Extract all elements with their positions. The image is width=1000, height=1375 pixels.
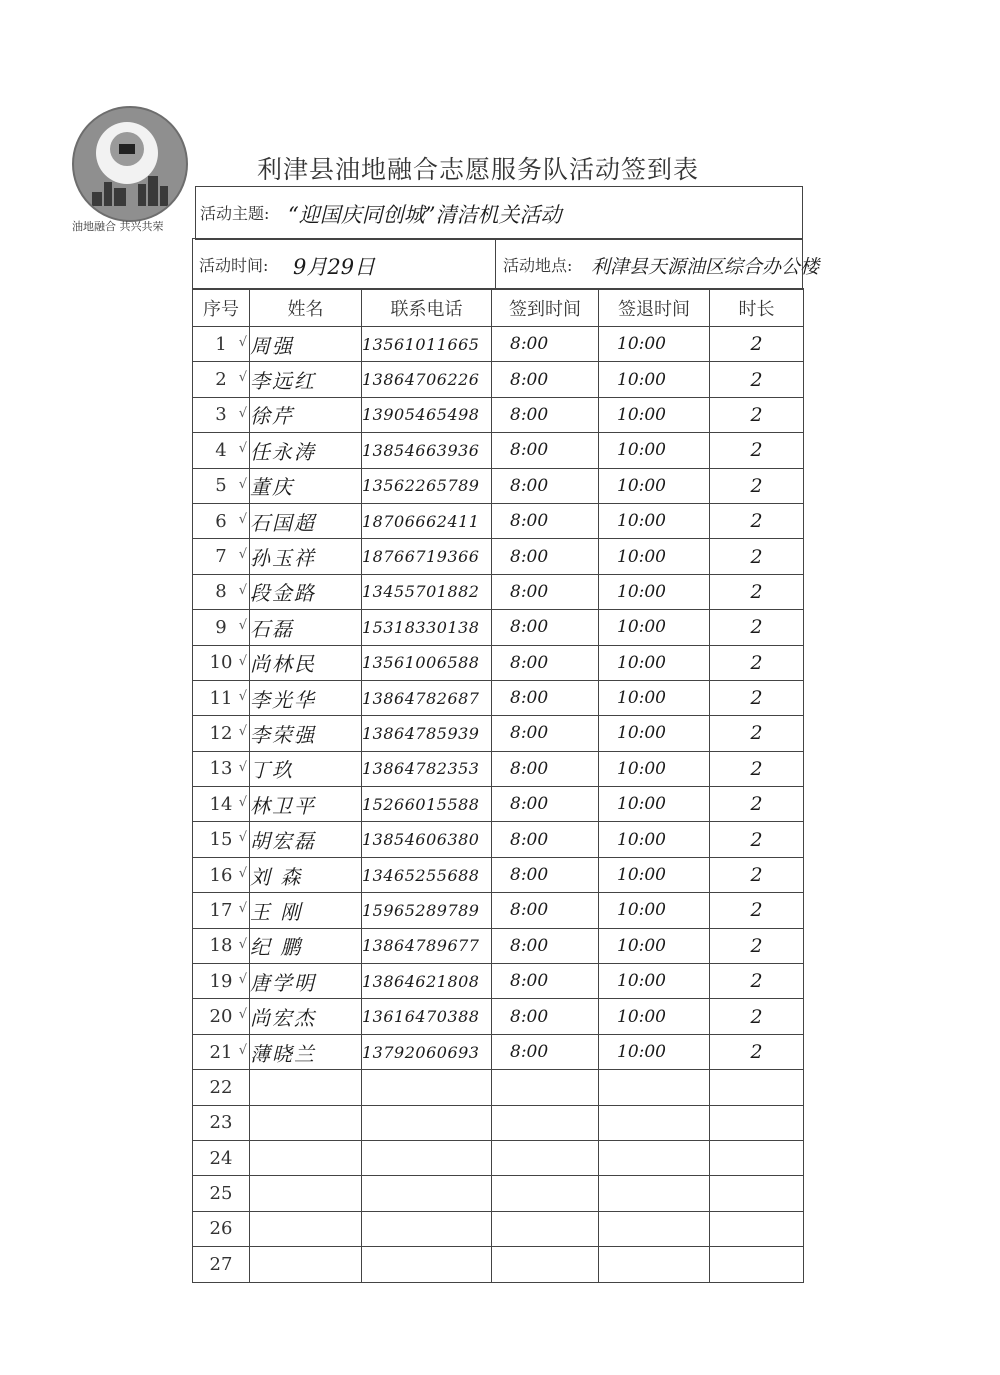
- sign-in-time: [492, 1140, 599, 1175]
- duration-hours: 2: [710, 433, 804, 468]
- table-row: [193, 574, 804, 609]
- phone-number: 13561006588: [362, 645, 492, 680]
- duration-hours: [710, 1176, 804, 1211]
- phone-number: 18766719366: [362, 539, 492, 574]
- row-number: [193, 433, 250, 468]
- volunteer-name: 董庆: [250, 468, 362, 503]
- table-row: [193, 645, 804, 680]
- duration-hours: 2: [710, 964, 804, 999]
- row-number-text: 21: [209, 1041, 233, 1063]
- row-number: [193, 468, 250, 503]
- checkmark-icon: √: [238, 972, 247, 988]
- table-row: [193, 893, 804, 928]
- checkmark-icon: √: [238, 370, 247, 386]
- row-number-text: 16: [209, 864, 233, 886]
- sign-out-time: 10:00: [599, 362, 710, 397]
- row-number: [193, 893, 250, 928]
- volunteer-name: 丁玖: [250, 751, 362, 786]
- checkmark-icon: √: [238, 1007, 247, 1023]
- volunteer-name: 刘 森: [250, 857, 362, 892]
- table-row: [193, 610, 804, 645]
- duration-hours: [710, 1105, 804, 1140]
- checkmark-icon: √: [238, 830, 247, 846]
- row-number: [193, 539, 250, 574]
- checkmark-icon: √: [238, 901, 247, 917]
- duration-hours: [710, 1070, 804, 1105]
- row-number: [193, 680, 250, 715]
- duration-hours: 2: [710, 822, 804, 857]
- sign-in-time: 8:00: [492, 928, 599, 963]
- volunteer-name: 段金路: [250, 574, 362, 609]
- row-number-text: 6: [215, 510, 227, 532]
- checkmark-icon: √: [238, 476, 247, 492]
- table-row: [193, 964, 804, 999]
- row-number-text: 25: [209, 1183, 233, 1205]
- sign-out-time: 10:00: [599, 857, 710, 892]
- sign-out-time: 10:00: [599, 751, 710, 786]
- row-number: [193, 857, 250, 892]
- volunteer-name: 唐学明: [250, 964, 362, 999]
- phone-number: 13864706226: [362, 362, 492, 397]
- sign-out-time: 10:00: [599, 1034, 710, 1069]
- header-sign-out-time: 签退时间: [599, 289, 710, 327]
- row-number: [193, 1034, 250, 1069]
- duration-hours: [710, 1247, 804, 1282]
- volunteer-name: 李远红: [250, 362, 362, 397]
- table-header-row: [193, 289, 804, 327]
- phone-number: 13854606380: [362, 822, 492, 857]
- sign-in-time: 8:00: [492, 645, 599, 680]
- sign-in-time: 8:00: [492, 680, 599, 715]
- table-row: [193, 1140, 804, 1175]
- phone-number: 15965289789: [362, 893, 492, 928]
- checkmark-icon: √: [238, 405, 247, 421]
- table-row: [193, 787, 804, 822]
- checkmark-icon: √: [238, 653, 247, 669]
- duration-hours: 2: [710, 468, 804, 503]
- row-number: [193, 645, 250, 680]
- duration-hours: 2: [710, 610, 804, 645]
- activity-time-value: 9月29日: [293, 255, 376, 279]
- phone-number: 13616470388: [362, 999, 492, 1034]
- duration-hours: 2: [710, 362, 804, 397]
- sign-in-time: [492, 1105, 599, 1140]
- row-number-text: 1: [215, 333, 227, 355]
- duration-hours: 2: [710, 503, 804, 538]
- sign-in-time: 8:00: [492, 362, 599, 397]
- checkmark-icon: √: [238, 865, 247, 881]
- table-row: [193, 999, 804, 1034]
- sign-in-time: [492, 1176, 599, 1211]
- sign-out-time: 10:00: [599, 539, 710, 574]
- volunteer-name: 薄晓兰: [250, 1034, 362, 1069]
- activity-theme-label: 活动主题:: [200, 204, 270, 223]
- attendance-table: [192, 288, 804, 1283]
- sign-out-time: [599, 1211, 710, 1246]
- sign-in-time: 8:00: [492, 610, 599, 645]
- sign-in-time: 8:00: [492, 539, 599, 574]
- row-number-text: 3: [215, 404, 227, 426]
- sign-in-time: 8:00: [492, 468, 599, 503]
- volunteer-name: [250, 1070, 362, 1105]
- row-number: [193, 610, 250, 645]
- phone-number: [362, 1070, 492, 1105]
- row-number: [193, 1070, 250, 1105]
- row-number: [193, 574, 250, 609]
- sign-in-time: 8:00: [492, 964, 599, 999]
- volunteer-name: 任永涛: [250, 433, 362, 468]
- table-row: [193, 716, 804, 751]
- row-number-text: 26: [209, 1218, 233, 1240]
- sign-in-time: 8:00: [492, 787, 599, 822]
- table-row: [193, 327, 804, 362]
- duration-hours: 2: [710, 928, 804, 963]
- header-duration: 时长: [710, 289, 804, 327]
- volunteer-name: 孙玉祥: [250, 539, 362, 574]
- header-no: 序号: [193, 289, 250, 327]
- sign-out-time: [599, 1140, 710, 1175]
- checkmark-icon: √: [238, 795, 247, 811]
- volunteer-name: 周强: [250, 327, 362, 362]
- table-row: [193, 1034, 804, 1069]
- phone-number: 13854663936: [362, 433, 492, 468]
- row-number: [193, 1211, 250, 1246]
- table-row: [193, 857, 804, 892]
- row-number-text: 15: [209, 829, 233, 851]
- row-number: [193, 1176, 250, 1211]
- page-title: 利津县油地融合志愿服务队活动签到表: [256, 155, 699, 184]
- sign-out-time: 10:00: [599, 787, 710, 822]
- row-number-text: 18: [209, 935, 233, 957]
- activity-location-value: 利津县天源油区综合办公楼: [591, 256, 820, 278]
- logo-emblem-icon: [72, 106, 188, 222]
- row-number-text: 2: [215, 369, 227, 391]
- organization-logo: [72, 106, 186, 246]
- volunteer-name: [250, 1176, 362, 1211]
- row-number-text: 13: [209, 758, 233, 780]
- phone-number: [362, 1211, 492, 1246]
- table-row: [193, 822, 804, 857]
- duration-hours: 2: [710, 680, 804, 715]
- phone-number: 15318330138: [362, 610, 492, 645]
- sign-out-time: 10:00: [599, 680, 710, 715]
- sign-out-time: [599, 1105, 710, 1140]
- phone-number: 13562265789: [362, 468, 492, 503]
- sign-out-time: 10:00: [599, 964, 710, 999]
- phone-number: 13864782353: [362, 751, 492, 786]
- volunteer-name: 尚宏杰: [250, 999, 362, 1034]
- sign-out-time: 10:00: [599, 574, 710, 609]
- sign-in-time: [492, 1070, 599, 1105]
- duration-hours: [710, 1140, 804, 1175]
- sign-out-time: 10:00: [599, 433, 710, 468]
- volunteer-name: 李荣强: [250, 716, 362, 751]
- checkmark-icon: √: [238, 618, 247, 634]
- sign-out-time: 10:00: [599, 928, 710, 963]
- row-number: [193, 822, 250, 857]
- phone-number: [362, 1176, 492, 1211]
- row-number: [193, 787, 250, 822]
- sign-out-time: 10:00: [599, 645, 710, 680]
- row-number-text: 20: [209, 1006, 233, 1028]
- sign-in-time: 8:00: [492, 893, 599, 928]
- checkmark-icon: √: [238, 582, 247, 598]
- table-row: [193, 1176, 804, 1211]
- volunteer-name: [250, 1247, 362, 1282]
- row-number-text: 8: [215, 581, 227, 603]
- row-number: [193, 1140, 250, 1175]
- row-number-text: 27: [209, 1253, 233, 1275]
- checkmark-icon: √: [238, 688, 247, 704]
- activity-time-location-row: [192, 238, 820, 290]
- sign-in-time: 8:00: [492, 999, 599, 1034]
- table-row: [193, 1247, 804, 1282]
- phone-number: 13864785939: [362, 716, 492, 751]
- table-row: [193, 1211, 804, 1246]
- table-row: [193, 539, 804, 574]
- duration-hours: 2: [710, 327, 804, 362]
- volunteer-name: 纪 鹏: [250, 928, 362, 963]
- sign-in-time: 8:00: [492, 503, 599, 538]
- row-number: [193, 751, 250, 786]
- sign-out-time: 10:00: [599, 327, 710, 362]
- volunteer-name: 王 刚: [250, 893, 362, 928]
- volunteer-name: 林卫平: [250, 787, 362, 822]
- row-number: [193, 397, 250, 432]
- sign-in-time: 8:00: [492, 751, 599, 786]
- table-row: [193, 362, 804, 397]
- row-number-text: 10: [209, 652, 233, 674]
- checkmark-icon: √: [238, 547, 247, 563]
- phone-number: 13864782687: [362, 680, 492, 715]
- duration-hours: 2: [710, 751, 804, 786]
- phone-number: [362, 1140, 492, 1175]
- header-sign-in-time: 签到时间: [492, 289, 599, 327]
- phone-number: [362, 1247, 492, 1282]
- activity-location-label: 活动地点:: [503, 256, 573, 275]
- header-name: 姓名: [250, 289, 362, 327]
- activity-theme-value: “迎国庆同创城”清洁机关活动: [288, 203, 562, 227]
- row-number: [193, 964, 250, 999]
- table-row: [193, 928, 804, 963]
- row-number: [193, 1247, 250, 1282]
- sign-in-time: 8:00: [492, 397, 599, 432]
- row-number-text: 14: [209, 793, 233, 815]
- volunteer-name: 石国超: [250, 503, 362, 538]
- checkmark-icon: √: [238, 511, 247, 527]
- table-row: [193, 397, 804, 432]
- checkmark-icon: √: [238, 936, 247, 952]
- row-number-text: 4: [215, 439, 227, 461]
- duration-hours: 2: [710, 645, 804, 680]
- sign-in-time: 8:00: [492, 822, 599, 857]
- sign-in-time: [492, 1211, 599, 1246]
- volunteer-name: 尚林民: [250, 645, 362, 680]
- sign-out-time: 10:00: [599, 610, 710, 645]
- sign-out-time: [599, 1176, 710, 1211]
- row-number: [193, 999, 250, 1034]
- table-row: [193, 680, 804, 715]
- duration-hours: [710, 1211, 804, 1246]
- row-number-text: 23: [209, 1112, 233, 1134]
- sign-out-time: 10:00: [599, 397, 710, 432]
- activity-theme-row: [195, 186, 803, 240]
- row-number-text: 24: [209, 1147, 233, 1169]
- table-row: [193, 1070, 804, 1105]
- volunteer-name: 徐芹: [250, 397, 362, 432]
- table-row: [193, 468, 804, 503]
- row-number-text: 11: [209, 687, 233, 709]
- row-number: [193, 1105, 250, 1140]
- phone-number: 13905465498: [362, 397, 492, 432]
- sign-out-time: [599, 1247, 710, 1282]
- activity-time-label: 活动时间:: [199, 256, 269, 275]
- duration-hours: 2: [710, 999, 804, 1034]
- phone-number: 13864789677: [362, 928, 492, 963]
- row-number-text: 7: [215, 546, 227, 568]
- checkmark-icon: √: [238, 1042, 247, 1058]
- row-number: [193, 362, 250, 397]
- row-number: [193, 503, 250, 538]
- duration-hours: 2: [710, 574, 804, 609]
- row-number-text: 12: [209, 722, 233, 744]
- duration-hours: 2: [710, 716, 804, 751]
- checkmark-icon: √: [238, 441, 247, 457]
- volunteer-name: 石磊: [250, 610, 362, 645]
- volunteer-name: [250, 1211, 362, 1246]
- phone-number: 13864621808: [362, 964, 492, 999]
- row-number-text: 9: [215, 616, 227, 638]
- sign-in-time: 8:00: [492, 433, 599, 468]
- phone-number: 18706662411: [362, 503, 492, 538]
- duration-hours: 2: [710, 397, 804, 432]
- sign-out-time: 10:00: [599, 999, 710, 1034]
- row-number-text: 19: [209, 970, 233, 992]
- table-row: [193, 503, 804, 538]
- phone-number: 13455701882: [362, 574, 492, 609]
- checkmark-icon: √: [238, 335, 247, 350]
- row-number-text: 5: [215, 475, 227, 497]
- table-row: [193, 1105, 804, 1140]
- duration-hours: 2: [710, 787, 804, 822]
- duration-hours: 2: [710, 893, 804, 928]
- sign-in-time: 8:00: [492, 574, 599, 609]
- sign-out-time: 10:00: [599, 893, 710, 928]
- phone-number: 13465255688: [362, 857, 492, 892]
- sign-in-time: [492, 1247, 599, 1282]
- volunteer-name: 胡宏磊: [250, 822, 362, 857]
- row-number: [193, 327, 250, 362]
- table-body: [193, 327, 804, 1283]
- row-number-text: 22: [209, 1076, 233, 1098]
- checkmark-icon: √: [238, 759, 247, 775]
- header-phone: 联系电话: [362, 289, 492, 327]
- sign-out-time: 10:00: [599, 468, 710, 503]
- row-number: [193, 928, 250, 963]
- phone-number: 13792060693: [362, 1034, 492, 1069]
- sign-out-time: [599, 1070, 710, 1105]
- table-row: [193, 433, 804, 468]
- sign-out-time: 10:00: [599, 822, 710, 857]
- checkmark-icon: √: [238, 724, 247, 740]
- sign-in-time: 8:00: [492, 857, 599, 892]
- sign-in-time: 8:00: [492, 716, 599, 751]
- sign-out-time: 10:00: [599, 716, 710, 751]
- sign-in-time: 8:00: [492, 327, 599, 362]
- phone-number: 13561011665: [362, 327, 492, 362]
- duration-hours: 2: [710, 539, 804, 574]
- row-number: [193, 716, 250, 751]
- sign-out-time: 10:00: [599, 503, 710, 538]
- volunteer-name: [250, 1140, 362, 1175]
- logo-motto: 油地融合 共兴共荣: [72, 220, 164, 233]
- phone-number: 15266015588: [362, 787, 492, 822]
- sign-in-time: 8:00: [492, 1034, 599, 1069]
- volunteer-name: [250, 1105, 362, 1140]
- volunteer-name: 李光华: [250, 680, 362, 715]
- phone-number: [362, 1105, 492, 1140]
- duration-hours: 2: [710, 1034, 804, 1069]
- table-row: [193, 751, 804, 786]
- row-number-text: 17: [209, 899, 233, 921]
- duration-hours: 2: [710, 857, 804, 892]
